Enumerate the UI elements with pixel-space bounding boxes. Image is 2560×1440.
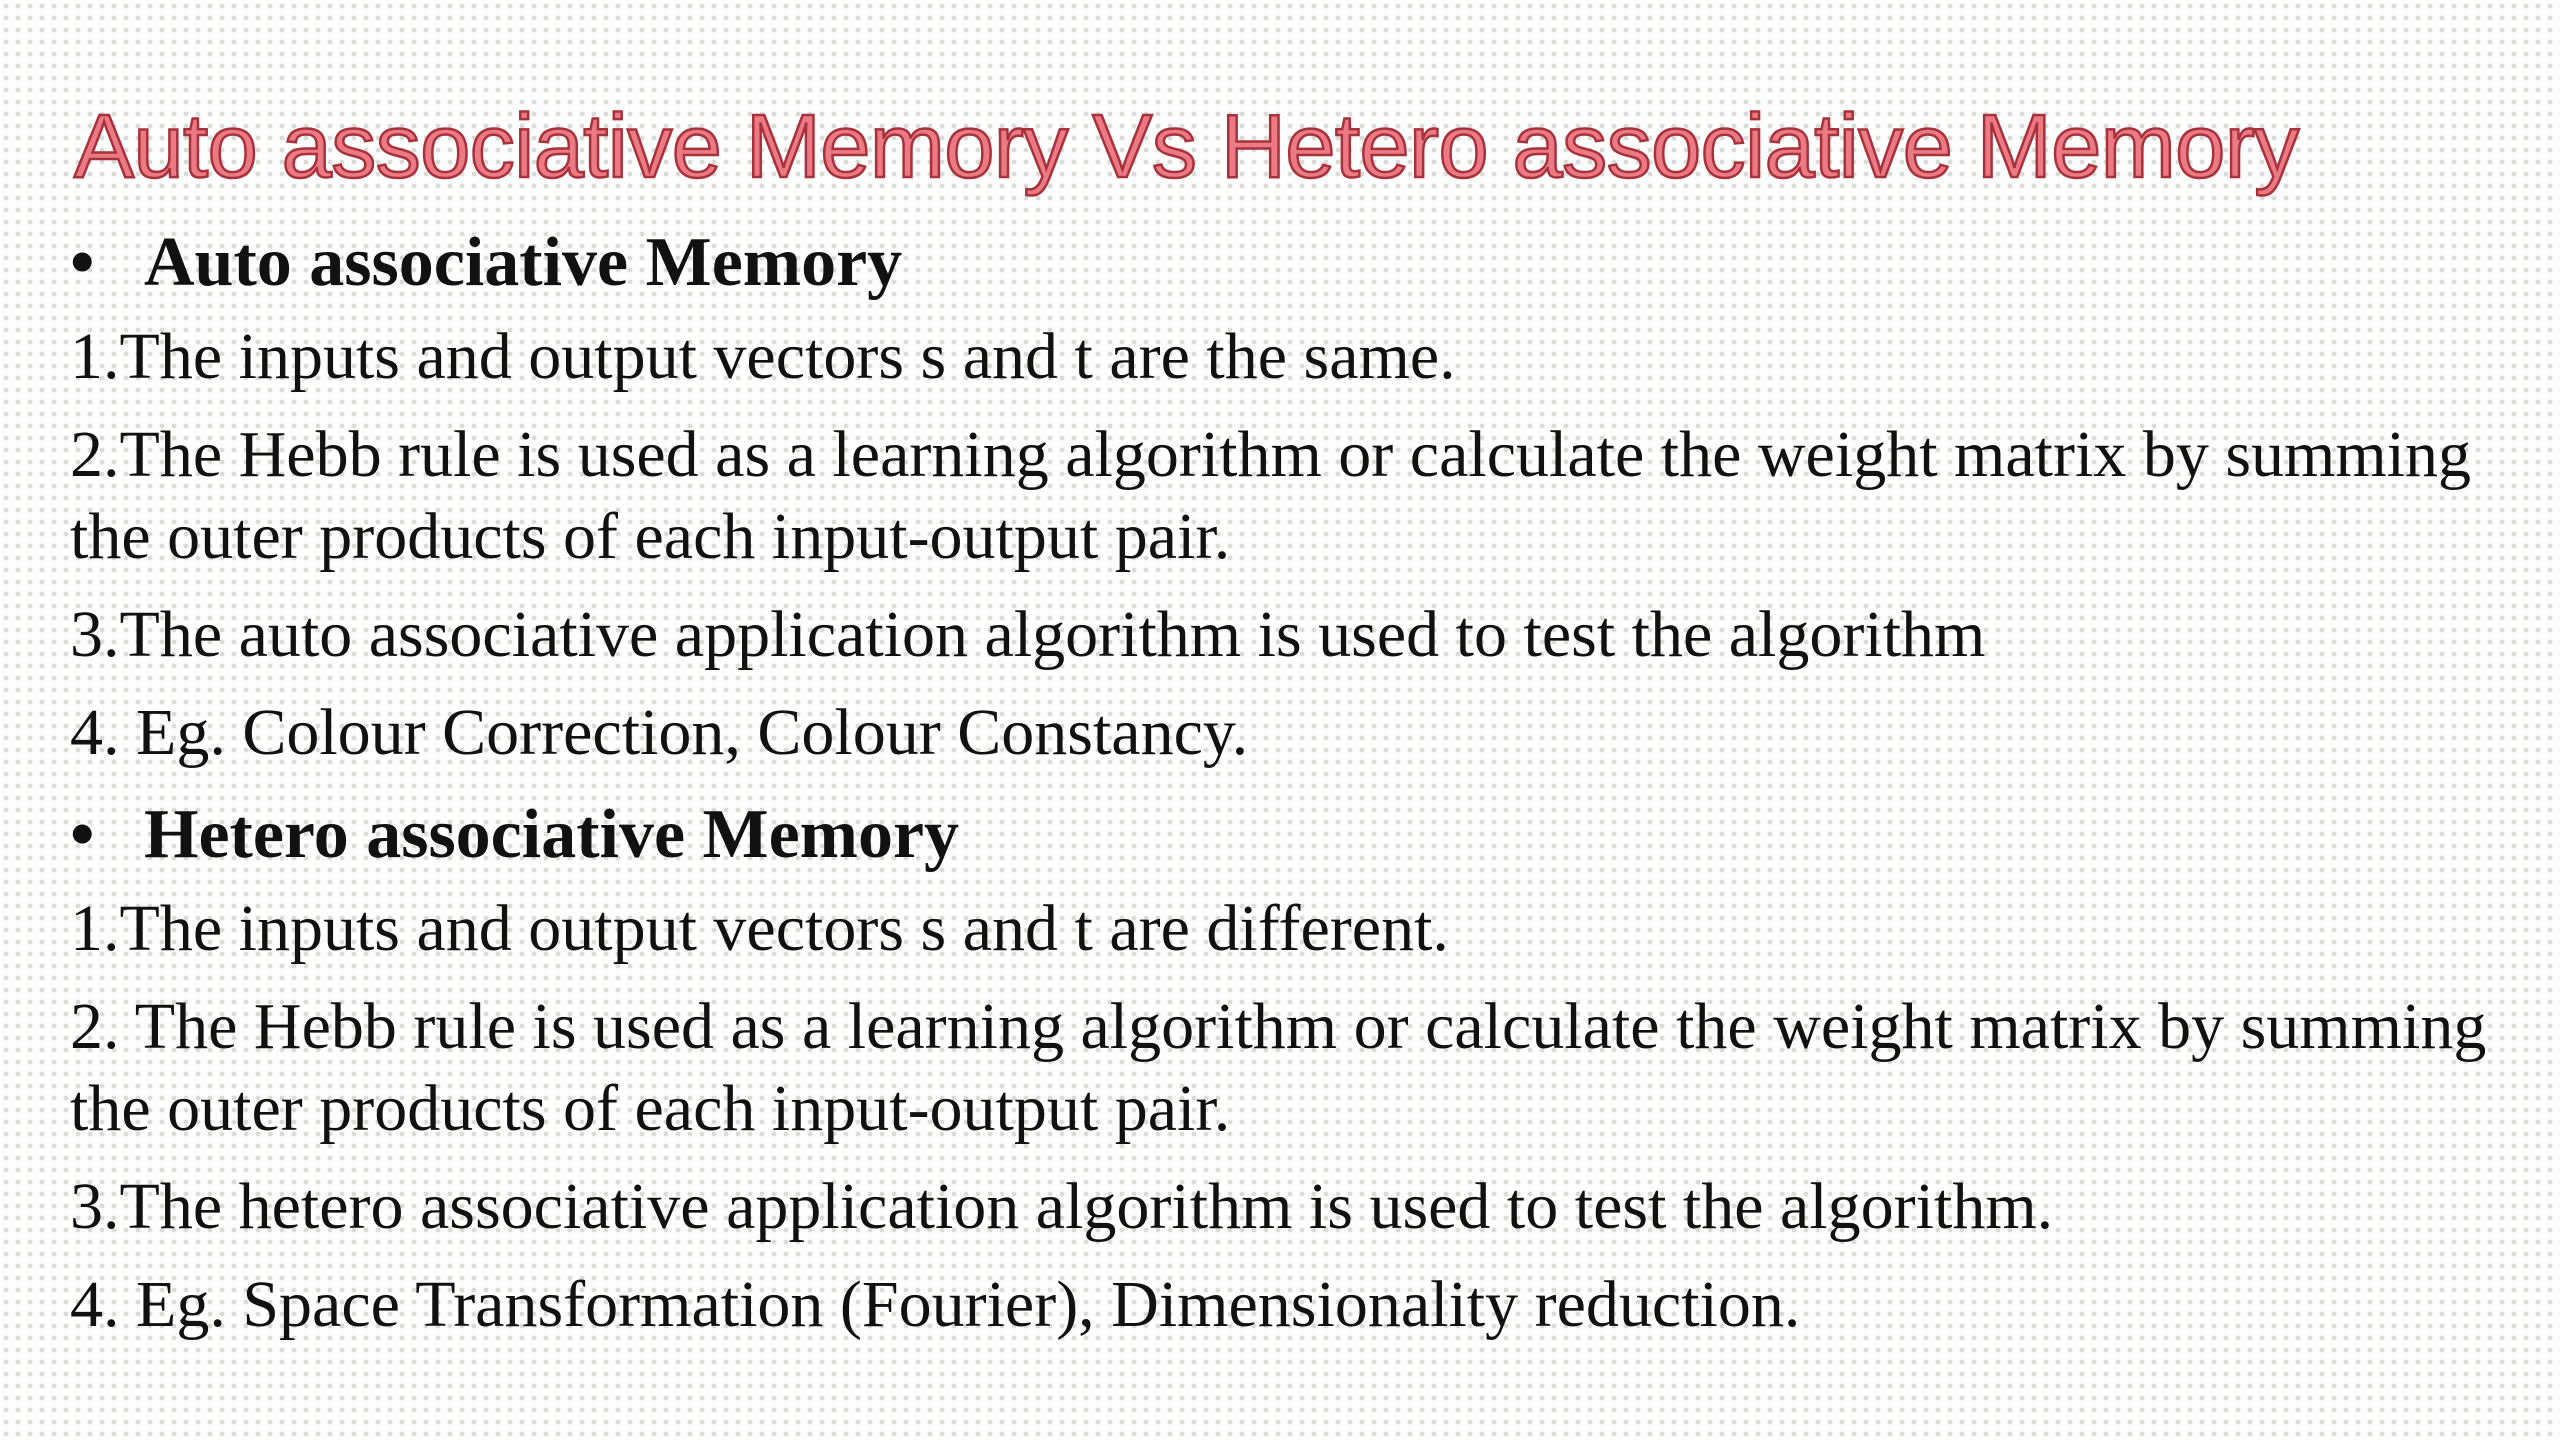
list-item: 2.The Hebb rule is used as a learning algorithm or calculate the weight matrix by summing the outer products of each input-output pair. — [70, 418, 2472, 573]
section-auto-associative — [70, 218, 2490, 774]
list-item: 1.The inputs and output vectors s and t are the same. — [70, 320, 1456, 393]
section-heading — [70, 218, 2490, 308]
slide-content — [70, 218, 2490, 1362]
list-item: 3.The auto associative application algorithm is used to test the algorithm — [70, 598, 1986, 671]
section-heading-text: Hetero associative Memory — [144, 796, 960, 873]
section-hetero-associative — [70, 790, 2490, 1346]
list-item: 1.The inputs and output vectors s and t are different. — [70, 892, 1449, 965]
bullet-icon: • — [70, 796, 95, 873]
list-item: 4. Eg. Colour Correction, Colour Constancy. — [70, 696, 1249, 769]
bullet-icon: • — [70, 224, 95, 301]
section-heading-text: Auto associative Memory — [144, 224, 903, 301]
list-item: 3.The hetero associative application algorithm is used to test the algorithm. — [70, 1170, 2054, 1243]
list-item: 2. The Hebb rule is used as a learning algorithm or calculate the weight matrix by summing the outer products of each input-output pair. — [70, 990, 2487, 1145]
section-heading — [70, 790, 2490, 880]
list-item: 4. Eg. Space Transformation (Fourier), Dimensionality reduction. — [70, 1268, 1801, 1341]
slide-title: Auto associative Memory Vs Hetero associative Memory — [74, 97, 2299, 197]
